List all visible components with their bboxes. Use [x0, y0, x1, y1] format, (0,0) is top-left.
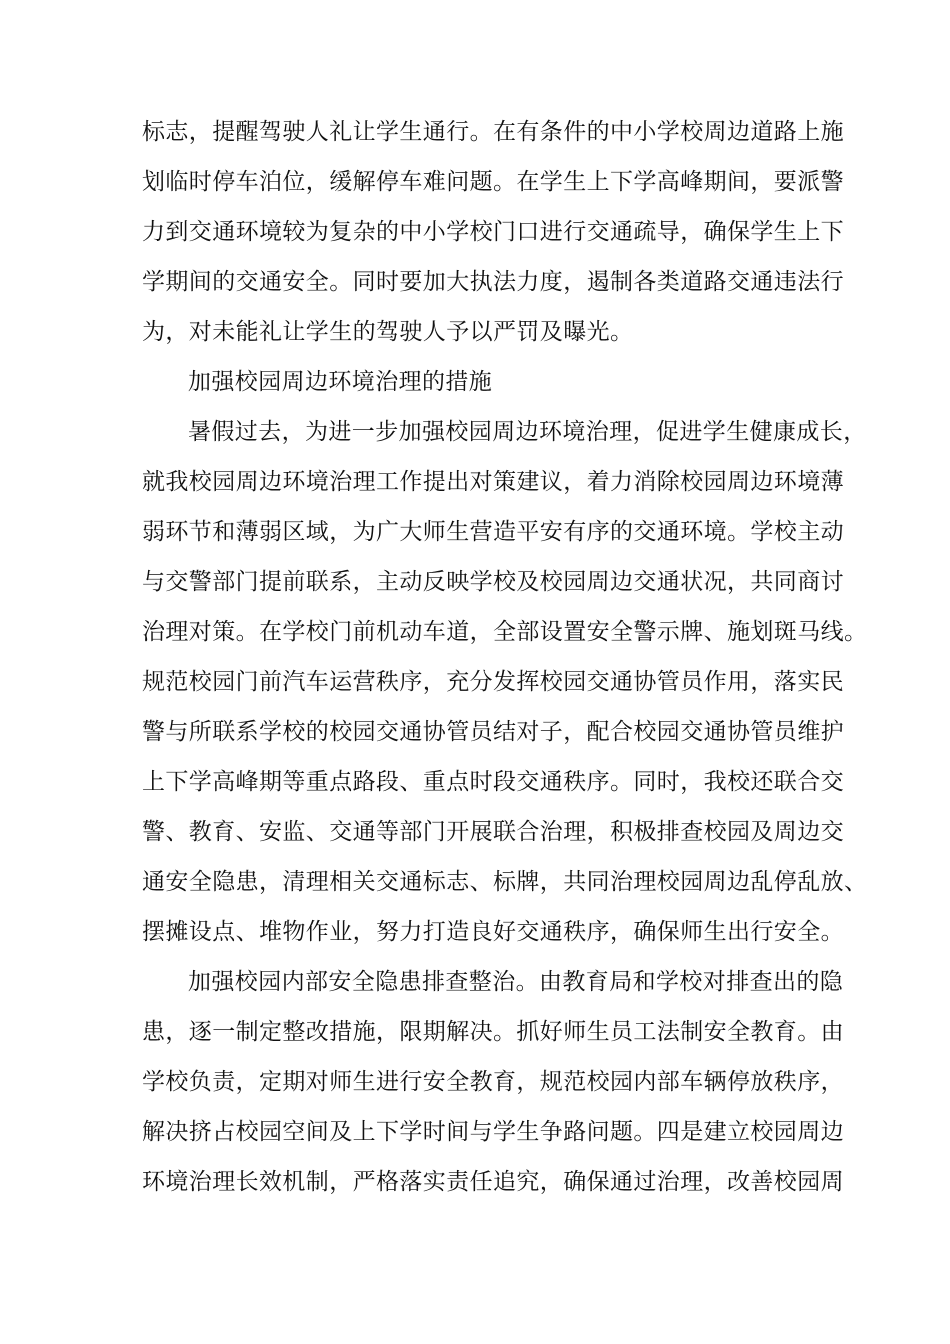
text-line: 警、教育、安监、交通等部门开展联合治理，积极排查校园及周边交 — [142, 819, 844, 845]
text-line: 与交警部门提前联系，主动反映学校及校园周边交通状况，共同商讨 — [142, 569, 844, 595]
text-line: 标志，提醒驾驶人礼让学生通行。在有条件的中小学校周边道路上施 — [142, 119, 844, 145]
text-line: 就我校园周边环境治理工作提出对策建议，着力消除校园周边环境薄 — [142, 469, 844, 495]
text-line: 警与所联系学校的校园交通协管员结对子，配合校园交通协管员维护 — [142, 719, 844, 745]
text-line: 解决挤占校园空间及上下学时间与学生争路问题。四是建立校园周边 — [142, 1119, 844, 1145]
text-line: 通安全隐患，清理相关交通标志、标牌，共同治理校园周边乱停乱放、 — [142, 869, 868, 895]
section-heading: 加强校园周边环境治理的措施 — [188, 369, 493, 395]
text-line: 暑假过去，为进一步加强校园周边环境治理，促进学生健康成长， — [188, 419, 867, 445]
text-line: 学期间的交通安全。同时要加大执法力度，遏制各类道路交通违法行 — [142, 269, 844, 295]
text-line: 加强校园内部安全隐患排查整治。由教育局和学校对排查出的隐 — [188, 969, 844, 995]
text-line: 摆摊设点、堆物作业，努力打造良好交通秩序，确保师生出行安全。 — [142, 919, 844, 945]
text-line: 规范校园门前汽车运营秩序，充分发挥校园交通协管员作用，落实民 — [142, 669, 844, 695]
text-line: 为，对未能礼让学生的驾驶人予以严罚及曝光。 — [142, 319, 634, 345]
text-line: 上下学高峰期等重点路段、重点时段交通秩序。同时，我校还联合交 — [142, 769, 844, 795]
text-line: 环境治理长效机制，严格落实责任追究，确保通过治理，改善校园周 — [142, 1169, 844, 1195]
text-line: 划临时停车泊位，缓解停车难问题。在学生上下学高峰期间，要派警 — [142, 169, 844, 195]
text-line: 治理对策。在学校门前机动车道，全部设置安全警示牌、施划斑马线。 — [142, 619, 868, 645]
text-line: 弱环节和薄弱区域，为广大师生营造平安有序的交通环境。学校主动 — [142, 519, 844, 545]
text-line: 力到交通环境较为复杂的中小学校门口进行交通疏导，确保学生上下 — [142, 219, 844, 245]
text-line: 学校负责，定期对师生进行安全教育，规范校园内部车辆停放秩序， — [142, 1069, 844, 1095]
text-line: 患，逐一制定整改措施，限期解决。抓好师生员工法制安全教育。由 — [142, 1019, 844, 1045]
